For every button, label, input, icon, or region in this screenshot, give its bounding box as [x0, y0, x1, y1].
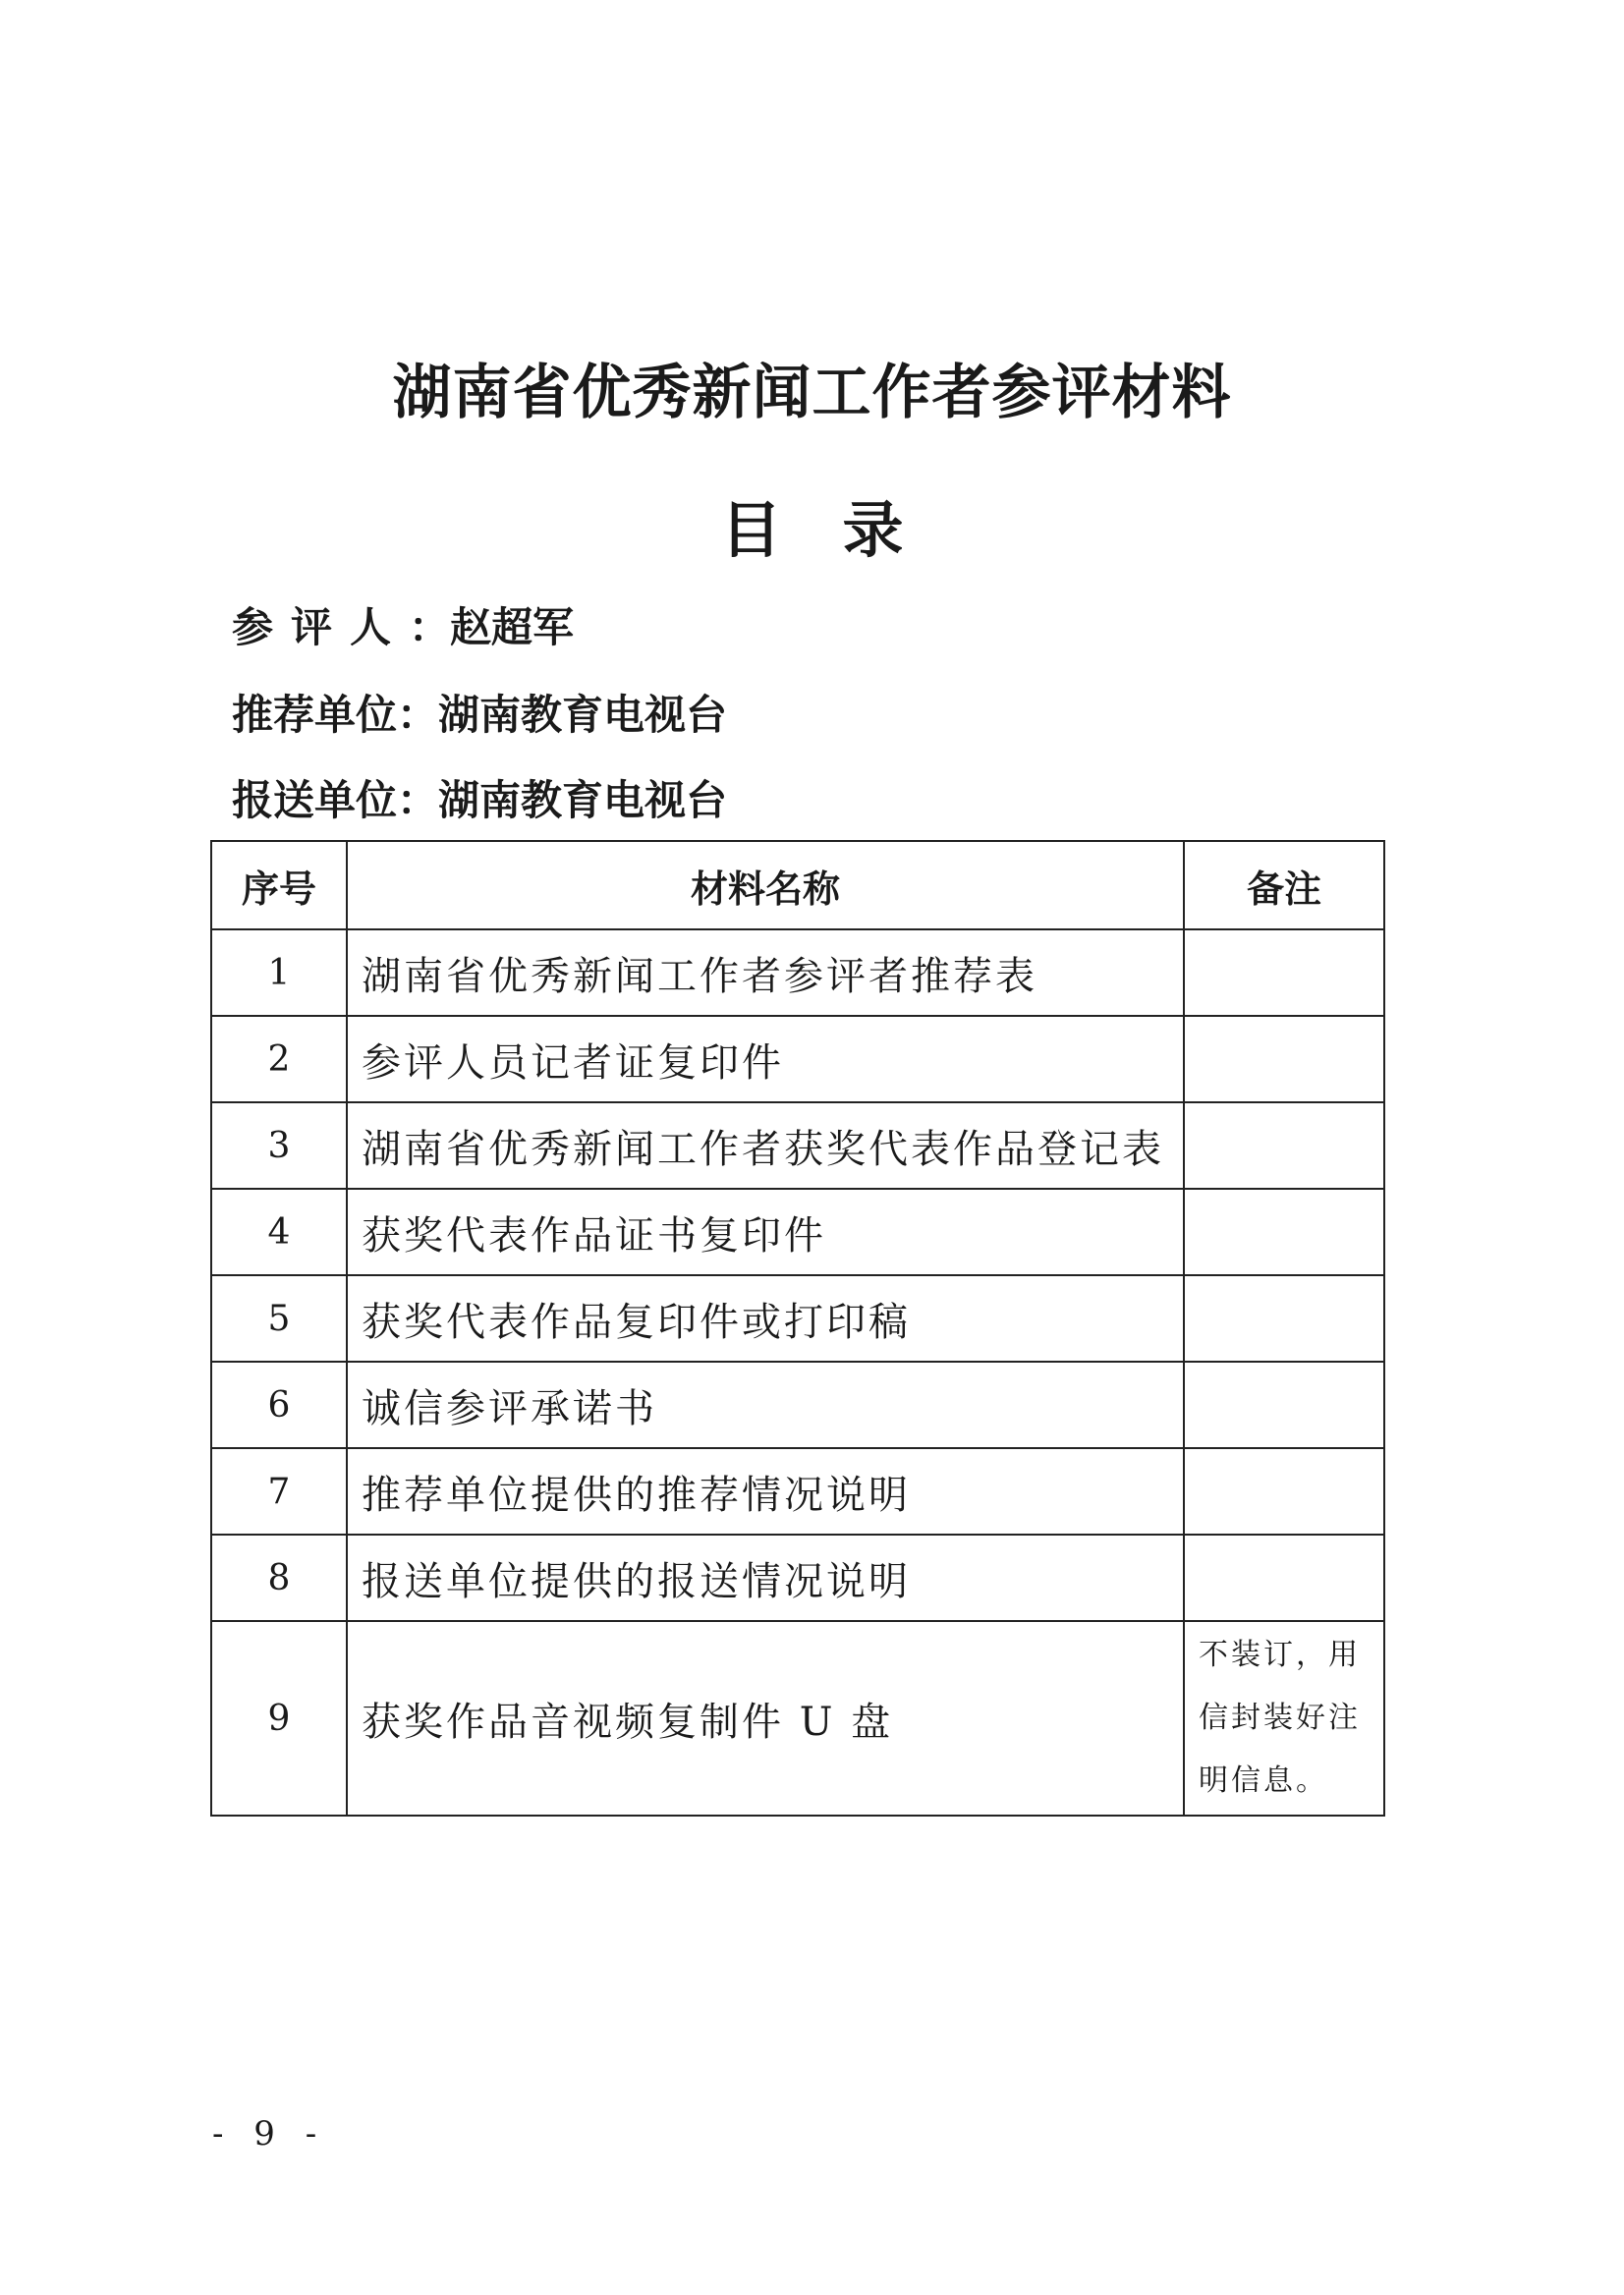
row-name: 湖南省优秀新闻工作者获奖代表作品登记表 [347, 1102, 1184, 1189]
row-number: 4 [211, 1189, 347, 1275]
row-note [1184, 1016, 1384, 1102]
meta-recommending-unit-label: 推荐单位 [232, 691, 398, 739]
table-row [211, 1189, 1384, 1275]
row-name: 湖南省优秀新闻工作者参评者推荐表 [347, 929, 1184, 1016]
table-row [211, 1275, 1384, 1362]
table-row [211, 1535, 1384, 1621]
meta-separator: ： [409, 603, 451, 651]
row-note [1184, 1275, 1384, 1362]
meta-recommending-unit [232, 683, 727, 742]
meta-separator: ： [397, 691, 439, 739]
contents-heading: 目 录 [720, 494, 904, 566]
meta-separator: ： [397, 776, 439, 824]
table-row [211, 1362, 1384, 1448]
row-name: 推荐单位提供的推荐情况说明 [347, 1448, 1184, 1535]
row-note [1184, 1102, 1384, 1189]
document-title: 湖南省优秀新闻工作者参评材料 [392, 359, 1232, 427]
meta-recommending-unit-value: 湖南教育电视台 [438, 691, 728, 739]
row-note [1184, 929, 1384, 1016]
meta-participant [232, 595, 574, 654]
row-number: 6 [211, 1362, 347, 1448]
row-note [1184, 1362, 1384, 1448]
row-name: 获奖作品音视频复制件 U 盘 [347, 1621, 1184, 1816]
row-number: 3 [211, 1102, 347, 1189]
row-number: 1 [211, 929, 347, 1016]
page-number: - 9 - [212, 2114, 327, 2154]
table-row [211, 1016, 1384, 1102]
row-name: 获奖代表作品复印件或打印稿 [347, 1275, 1184, 1362]
header-name: 材料名称 [347, 841, 1184, 929]
row-note [1184, 1535, 1384, 1621]
row-number: 7 [211, 1448, 347, 1535]
row-number: 9 [211, 1621, 347, 1816]
table-row [211, 1621, 1384, 1816]
row-number: 2 [211, 1016, 347, 1102]
row-note [1184, 1448, 1384, 1535]
table-header-row [211, 841, 1384, 929]
table-row [211, 1448, 1384, 1535]
meta-submitting-unit-label: 报送单位 [232, 776, 398, 824]
table-row [211, 929, 1384, 1016]
header-note: 备注 [1184, 841, 1384, 929]
row-note [1184, 1189, 1384, 1275]
row-number: 5 [211, 1275, 347, 1362]
table-row [211, 1102, 1384, 1189]
row-note: 不装订，用 信封装好注 明信息。 [1184, 1621, 1384, 1816]
meta-submitting-unit-value: 湖南教育电视台 [438, 776, 728, 824]
header-number: 序号 [211, 841, 347, 929]
materials-table [210, 840, 1385, 1817]
row-name: 获奖代表作品证书复印件 [347, 1189, 1184, 1275]
row-name: 参评人员记者证复印件 [347, 1016, 1184, 1102]
row-name: 诚信参评承诺书 [347, 1362, 1184, 1448]
row-name: 报送单位提供的报送情况说明 [347, 1535, 1184, 1621]
row-number: 8 [211, 1535, 347, 1621]
meta-submitting-unit [232, 768, 727, 827]
meta-participant-label: 参评人 [232, 603, 410, 651]
meta-participant-value: 赵超军 [450, 603, 575, 651]
